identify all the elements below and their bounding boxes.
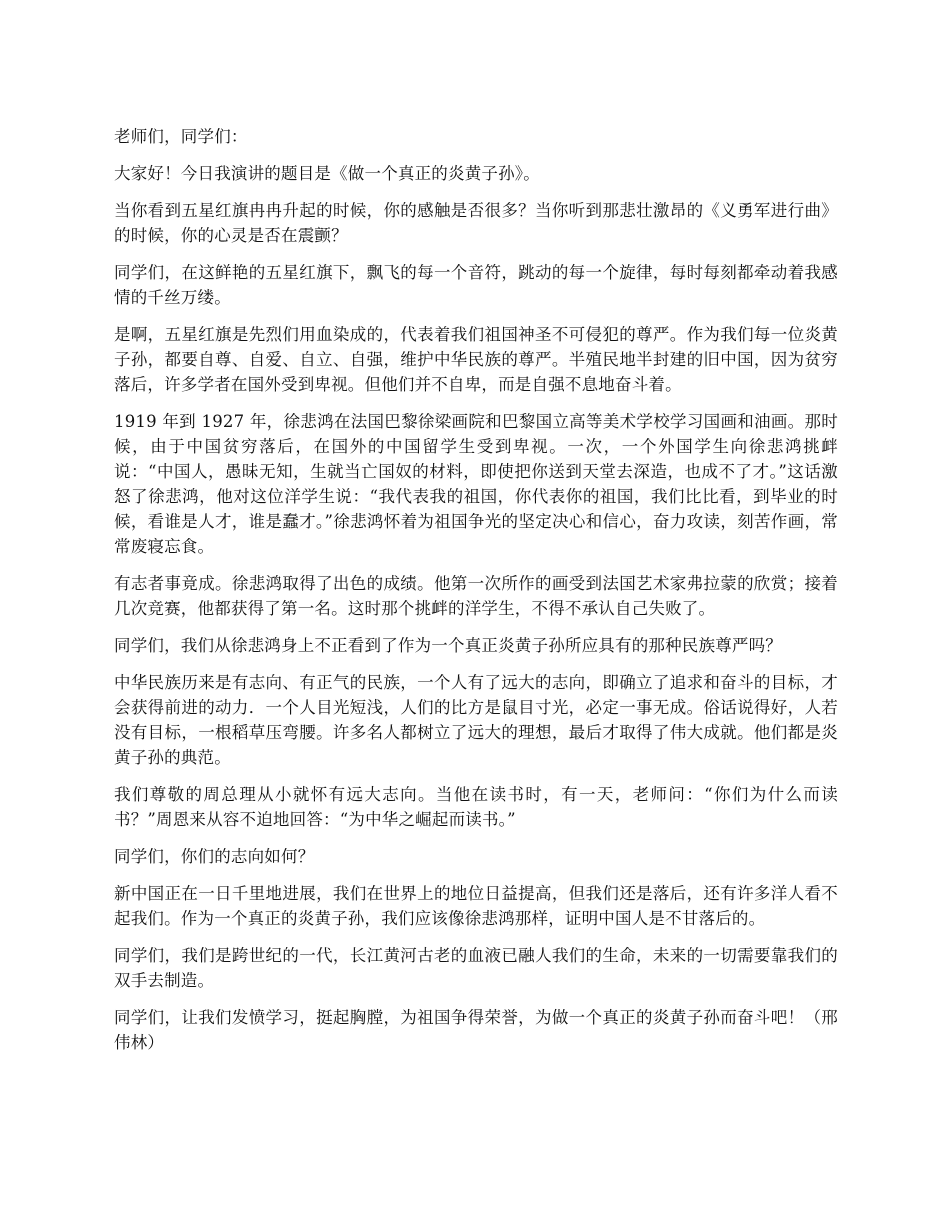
paragraph-national-dignity: 同学们，我们从徐悲鸿身上不正看到了作为一个真正炎黄子孙所应具有的那种民族尊严吗？ (114, 636, 782, 655)
paragraph-flag-question: 当你看到五星红旗冉冉升起的时候，你的感触是否很多？当你听到那悲壮激昂的《义勇军进行曲》的时候，你的心灵是否在震颤？ (114, 201, 838, 245)
paragraph-greeting: 老师们，同学们： (114, 127, 248, 146)
paragraph-intro: 大家好！今日我演讲的题目是《做一个真正的炎黄子孙》。 (114, 164, 540, 183)
paragraph-xu-beihong-story: 1919 年到 1927 年，徐悲鸿在法国巴黎徐梁画院和巴黎国立高等美术学校学习国画和油画。那时候，由于中国贫穷落后，在国外的中国留学生受到卑视。一次，一个外国学生向徐悲鸿挑衅说：“中国人，愚昧无知，生就当亡国奴的材料，即使把你送到天堂去深造，也成不了才。”这话激怒了徐悲鸿，他对这位洋学生说：“我代表我的祖国，你代表你的祖国，我们比比看，到毕业的时候，看谁是人才，谁是蠢才。”徐悲鸿怀着为祖国争光的坚定决心和信心，奋力攻读，刻苦作画，常常废寝忘食。 (114, 412, 838, 556)
paragraph-flag-feeling: 同学们，在这鲜艳的五星红旗下，飘飞的每一个音符，跳动的每一个旋律，每时每刻都牵动着我感情的千丝万缕。 (114, 263, 838, 307)
paragraph-xu-beihong-success: 有志者事竟成。徐悲鸿取得了出色的成绩。他第一次所作的画受到法国艺术家弗拉蒙的欣赏；接着几次竞赛，他都获得了第一名。这时那个挑衅的洋学生，不得不承认自己失败了。 (114, 574, 838, 618)
paragraph-new-china: 新中国正在一日千里地进展，我们在世界上的地位日益提高，但我们还是落后，还有许多洋人看不起我们。作为一个真正的炎黄子孙，我们应该像徐悲鸿那样，证明中国人是不甘落后的。 (114, 884, 838, 928)
paragraph-zhou-enlai: 我们尊敬的周总理从小就怀有远大志向。当他在读书时，有一天，老师问：“你们为什么而读书？”周恩来从容不迫地回答：“为中华之崛起而读书。” (114, 785, 838, 829)
paragraph-new-generation: 同学们，我们是跨世纪的一代，长江黄河古老的血液已融人我们的生命，未来的一切需要靠我们的双手去制造。 (114, 946, 838, 990)
paragraph-dignity: 是啊，五星红旗是先烈们用血染成的，代表着我们祖国神圣不可侵犯的尊严。作为我们每一位炎黄子孙，都要自尊、自爱、自立、自强，维护中华民族的尊严。半殖民地半封建的旧中国，因为贫穷落后，许多学者在国外受到卑视。但他们并不自卑，而是自强不息地奋斗着。 (114, 325, 838, 394)
paragraph-ambition: 中华民族历来是有志向、有正气的民族，一个人有了远大的志向，即确立了追求和奋斗的目标，才会获得前进的动力．一个人目光短浅，人们的比方是鼠目寸光，必定一事无成。俗话说得好，人若没有目标，一根稻草压弯腰。许多名人都树立了远大的理想，最后才取得了伟大成就。他们都是炎黄子孙的典范。 (114, 673, 838, 767)
paragraph-closing: 同学们，让我们发愤学习，挺起胸膛，为祖国争得荣誉，为做一个真正的炎黄子孙而奋斗吧！（邢伟林） (114, 1008, 838, 1052)
paragraph-your-ambition: 同学们，你们的志向如何？ (114, 847, 315, 866)
